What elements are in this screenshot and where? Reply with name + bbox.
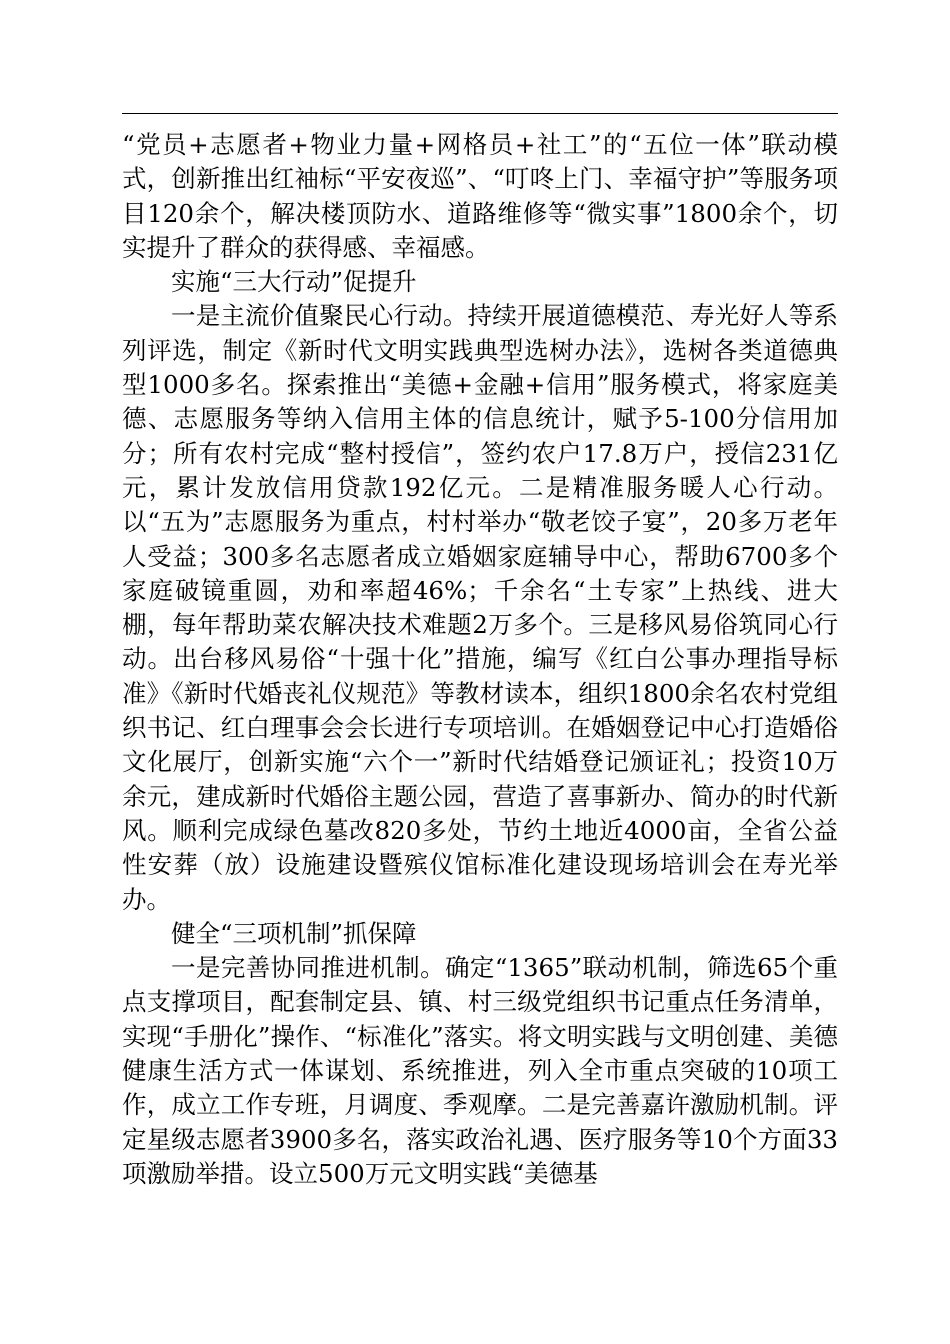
paragraph-three-actions: 一是主流价值聚民心行动。持续开展道德模范、寿光好人等系列评选，制定《新时代文明实践典型选树办法》，选树各类道德典型1000多名。探索推出“美德+金融+信用”服务模式，将家庭美德、志愿服务等纳入信用主体的信息统计，赋予5-100分信用加分；所有农村完成“整村授信”，签约农户17.8万户，授信231亿元，累计发放信用贷款192亿元。二是精准服务暖人心行动。以“五为”志愿服务为重点，村村举办“敬老饺子宴”，20多万老年人受益；300多名志愿者成立婚姻家庭辅导中心，帮助6700多个家庭破镜重圆，劝和率超46%；千余名“土专家”上热线、进大棚，每年帮助菜农解决技术难题2万多个。三是移风易俗筑同心行动。出台移风易俗“十强十化”措施，编写《红白公事办理指导标准》《新时代婚丧礼仪规范》等教材读本，组织1800余名农村党组织书记、红白理事会会长进行专项培训。在婚姻登记中心打造婚俗文化展厅，创新实施“六个一”新时代结婚登记颁证礼；投资10万余元，建成新时代婚俗主题公园，营造了喜事新办、简办的时代新风。顺利完成绿色墓改820多处，节约土地近4000亩，全省公益性安葬（放）设施建设暨殡仪馆标准化建设现场培训会在寿光举办。 bbox=[122, 301, 838, 914]
paragraph-three-mechanisms: 一是完善协同推进机制。确定“1365”联动机制，筛选65个重点支撑项目，配套制定县、镇、村三级党组织书记重点任务清单，实现“手册化”操作、“标准化”落实。将文明实践与文明创建、美德健康生活方式一体谋划、系统推进，列入全市重点突破的10项工作，成立工作专班，月调度、季观摩。二是完善嘉许激励机制。评定星级志愿者3900多名，落实政治礼遇、医疗服务等10个方面33项激励举措。设立500万元文明实践“美德基 bbox=[122, 953, 838, 1188]
section-heading-three-mechanisms: 健全“三项机制”抓保障 bbox=[171, 918, 417, 948]
document-body bbox=[122, 128, 838, 1191]
paragraph-continuation: “党员+志愿者+物业力量+网格员+社工”的“五位一体”联动模式，创新推出红袖标“平安夜巡”、“叮咚上门、幸福守护”等服务项目120余个，解决楼顶防水、道路维修等“微实事”1800余个，切实提升了群众的获得感、幸福感。 bbox=[122, 130, 838, 262]
header-rule bbox=[122, 113, 838, 114]
section-heading-three-actions: 实施“三大行动”促提升 bbox=[171, 267, 417, 297]
